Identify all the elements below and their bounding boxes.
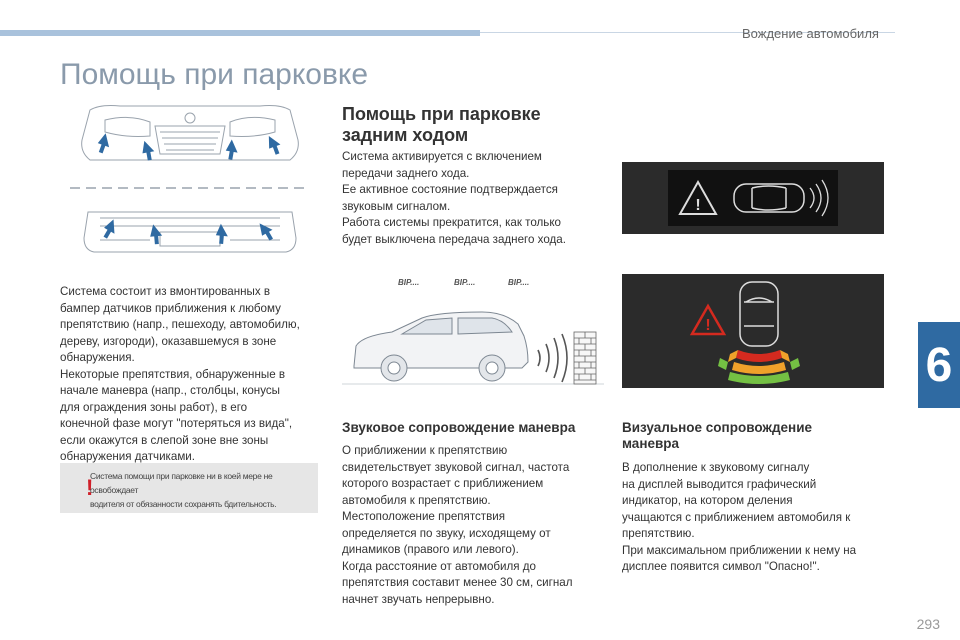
text-line: обнаружения датчиками. (60, 450, 195, 463)
audio-guidance-text (342, 443, 604, 608)
text-line: Система активируется с включением (342, 150, 542, 163)
bip-label: BIP.... (398, 278, 420, 287)
text-line: препятствия составит менее 30 см, сигнал (342, 576, 573, 589)
text-line: начале маневра (напр., столбцы, конусы (60, 384, 281, 397)
text-line: свидетельствует звуковой сигнал, частота (342, 460, 570, 474)
side-view-display (668, 170, 838, 226)
bip-label: BIP.... (454, 278, 476, 287)
page-title: Помощь при парковке (60, 58, 369, 91)
heading-line: маневра (622, 436, 680, 451)
text-line: определяется по звуку, исходящему от (342, 526, 551, 540)
text-line: Система состоит из вмонтированных в (60, 285, 271, 298)
section-title: Вождение автомобиля (742, 26, 879, 41)
rear-assist-heading (342, 104, 541, 146)
text-line: будет выключена передача заднего хода. (342, 232, 566, 246)
car-reversing-illustration (342, 296, 604, 388)
warning-box (60, 463, 318, 513)
text-line: При максимальном приближении к нему на (622, 543, 857, 557)
text-line: Местоположение препятствия (342, 510, 506, 523)
text-line: Ее активное состояние подтверждается (342, 183, 558, 196)
text-line: препятствию. (622, 527, 695, 540)
text-line: обнаружения. (60, 351, 135, 364)
text-line: которого возрастает с приближением (342, 477, 544, 490)
rear-assist-text (342, 149, 604, 248)
heading-line: задним ходом (342, 125, 469, 145)
text-line: В дополнение к звуковому сигналу (622, 461, 810, 474)
svg-text:!: ! (695, 197, 701, 214)
chapter-tab: 6 (918, 322, 960, 408)
heading-line: Помощь при парковке (342, 104, 541, 124)
svg-text:!: ! (705, 317, 711, 334)
text-line: если окажутся в слепой зоне вне зоны (60, 433, 269, 447)
visual-guidance-heading (622, 420, 812, 452)
text-line: конечной фазе могут "потеряться из вида", (60, 417, 293, 430)
warning-line: Система помощи при парковке ни в коей мере не освобождает (90, 471, 273, 495)
text-line: дисплее появится символ "Опасно!". (622, 560, 820, 573)
text-line: начнет звучать непрерывно. (342, 592, 495, 606)
text-line: дереву, изгороди), оказавшемуся в зоне (60, 334, 277, 348)
heading-line: Визуальное сопровождение (622, 420, 812, 435)
left-description (60, 284, 322, 466)
visual-guidance-text (622, 460, 884, 576)
bumper-sensors-illustration (60, 100, 318, 272)
display-screen-small (622, 162, 884, 234)
bip-label: BIP.... (508, 278, 530, 287)
audio-guidance-heading: Звуковое сопровождение маневра (342, 420, 576, 435)
text-line: динамиков (правого или левого). (342, 543, 519, 556)
text-line: учащаются с приближением автомобиля к (622, 510, 851, 524)
header-bar (0, 30, 480, 36)
car-top-view-icon (734, 184, 804, 212)
text-line: Работа системы прекратится, как только (342, 216, 561, 229)
text-line: для ограждения зоны работ), в его (60, 400, 248, 414)
text-line: автомобиля к препятствию. (342, 493, 491, 507)
proximity-zones (718, 350, 800, 384)
display-screen-large (622, 274, 884, 388)
text-line: индикатор, на котором деления (622, 494, 793, 507)
text-line: передачи заднего хода. (342, 166, 470, 180)
page-number: 293 (916, 616, 940, 632)
warning-line: водителя от обязанности сохранять бдительность. (90, 499, 277, 509)
exclamation-icon: ! (86, 475, 94, 500)
warning-text (90, 469, 310, 511)
text-line: звуковым сигналом. (342, 199, 451, 213)
top-view-display (622, 274, 884, 388)
text-line: Когда расстояние от автомобиля до (342, 559, 537, 573)
text-line: О приближении к препятствию (342, 444, 508, 457)
car-top-view-icon (740, 282, 778, 346)
text-line: препятствию (напр., пешеходу, автомобилю, (60, 318, 300, 331)
text-line: Некоторые препятствия, обнаруженные в (60, 367, 286, 381)
text-line: на дисплей выводится графический (622, 477, 817, 491)
text-line: бампер датчиков приближения к любому (60, 301, 281, 315)
